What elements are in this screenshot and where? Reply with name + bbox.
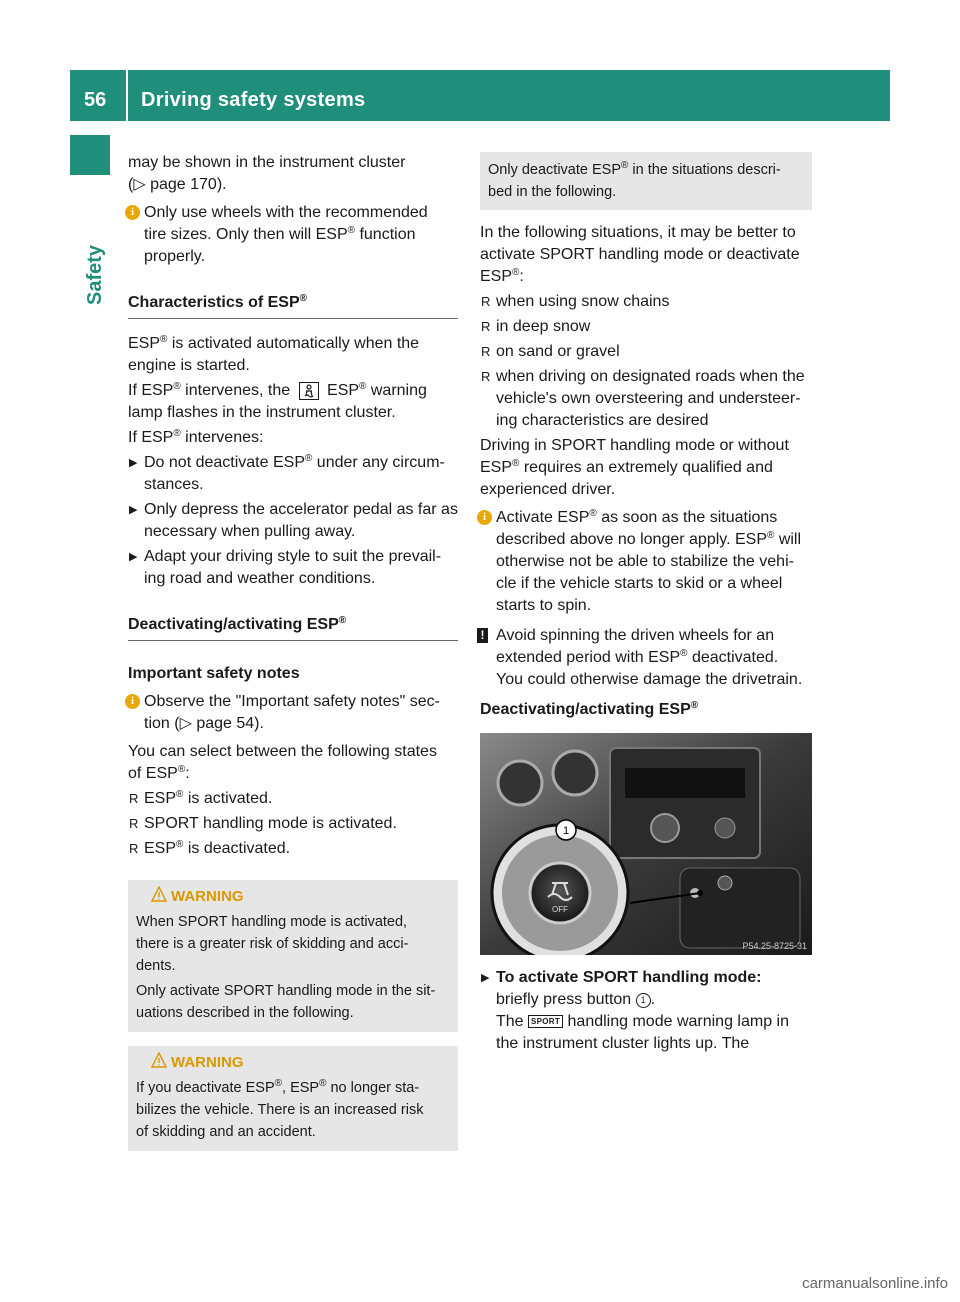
bullet-icon: R — [481, 344, 491, 359]
esp-warning-lamp-icon — [299, 382, 319, 400]
caution-note: ! Avoid spinning the driven wheels for an extended period with ESP® deactivated. You could otherwise damage the drivetrain. — [480, 625, 812, 691]
list-item: R ESP® is activated. — [128, 788, 458, 810]
bullet-icon: R — [129, 791, 139, 806]
warning-text: When SPORT handling mode is activated, there is a greater risk of skidding and acci- dents. — [136, 914, 409, 974]
list-item: R when using snow chains — [480, 291, 812, 313]
warning-box-deactivate — [128, 1046, 458, 1151]
side-tab-label: Safety — [84, 244, 106, 305]
sport-lamp-icon: SPORT — [528, 1015, 563, 1028]
warning-title: WARNING — [151, 886, 450, 908]
warning-triangle-icon — [151, 886, 167, 902]
info-icon: i — [477, 510, 492, 525]
column-left — [128, 152, 458, 1165]
text-esp-activated: ESP® is activated automatically when the engine is started. — [128, 334, 420, 374]
step-arrow-icon: ▶ — [129, 457, 138, 469]
list-item: R when driving on designated roads when the vehicle's own oversteering and understeer- ing characteristics are desired — [481, 368, 805, 429]
photo-code: P54.25-8725-31 — [742, 941, 807, 951]
step-arrow-icon: ▶ — [481, 972, 490, 984]
warning-text: If you deactivate ESP®, ESP® no longer sta- bilizes the vehicle. There is an increased risk of skidding and an accident. — [136, 1078, 424, 1140]
column-right — [480, 152, 812, 1058]
step-item: ▶ Do not deactivate ESP® under any circum- stances. — [129, 453, 445, 493]
info-note-safety: i Observe the "Important safety notes" sec- tion (▷ page 54). — [128, 691, 458, 735]
step-arrow-icon: ▶ — [129, 504, 138, 516]
side-tab-block — [70, 135, 110, 175]
list-item: R SPORT handling mode is activated. — [128, 813, 458, 835]
bullet-icon: R — [481, 319, 491, 334]
heading-deactivating: Deactivating/activating ESP® — [128, 614, 458, 641]
page-number: 56 — [84, 89, 107, 111]
warning-triangle-icon — [151, 1052, 167, 1068]
step-arrow-icon: ▶ — [129, 551, 138, 563]
step-item: ▶ Only depress the accelerator pedal as far as necessary when pulling away. — [129, 501, 458, 540]
heading-safety-notes: Important safety notes — [128, 665, 300, 682]
heading-characteristics: Characteristics of ESP® — [128, 292, 458, 319]
caution-icon: ! — [477, 628, 488, 643]
bullet-icon: R — [481, 369, 491, 384]
list-item: R on sand or gravel — [480, 341, 812, 363]
note-box: Only deactivate ESP® in the situations descri- bed in the following. — [480, 152, 812, 210]
warning-text: Only activate SPORT handling mode in the sit- uations described in the following. — [136, 983, 436, 1021]
info-icon: i — [125, 205, 140, 220]
text-if-intervenes: If ESP® intervenes: — [128, 428, 264, 446]
esp-button-photo — [480, 733, 812, 955]
page-header — [70, 70, 890, 121]
bullet-icon: R — [129, 841, 139, 856]
watermark: carmanualsonline.info — [802, 1275, 948, 1292]
step-item: ▶ Adapt your driving style to suit the prevail- ing road and weather conditions. — [129, 548, 442, 587]
button-number-icon: 1 — [636, 993, 651, 1008]
intro-text: may be shown in the instrument cluster (▷ page 170). — [128, 154, 406, 193]
warning-box-sport — [128, 880, 458, 1032]
header-title: Driving safety systems — [141, 89, 366, 111]
photo-callout-number: 1 — [562, 825, 570, 837]
text-select-states: You can select between the following states of ESP®: — [128, 743, 437, 782]
bullet-icon: R — [129, 816, 139, 831]
text-esp-intervenes: If ESP® intervenes, the ESP® warning lamp flashes in the instrument cluster. — [128, 381, 427, 421]
info-note-wheels: i Only use wheels with the recommended tire sizes. Only then will ESP® function properly. — [128, 202, 458, 268]
warning-title: WARNING — [151, 1052, 450, 1074]
heading-deactivating-2: Deactivating/activating ESP® — [480, 700, 699, 718]
text-situations: In the following situations, it may be better to activate SPORT handling mode or deactivate ESP®: — [480, 224, 800, 285]
list-item: R in deep snow — [480, 316, 812, 338]
info-icon: i — [125, 694, 140, 709]
photo-button-off-label: OFF — [552, 905, 568, 914]
text-driving-sport: Driving in SPORT handling mode or without ESP® requires an extremely qualified and experienced driver. — [480, 437, 789, 498]
header-divider — [126, 70, 128, 121]
step-activate-sport: ▶ To activate SPORT handling mode: briefly press button 1 . The SPORT handling mode warning lamp in the instrument cluster lights up. The — [481, 969, 789, 1052]
info-note-activate: i Activate ESP® as soon as the situations described above no longer apply. ESP® will otherwise not be able to stabilize the vehi- cle if the vehicle starts to skid or a wheel starts to spin. — [480, 507, 812, 617]
list-item: R ESP® is deactivated. — [128, 838, 458, 860]
bullet-icon: R — [481, 294, 491, 309]
